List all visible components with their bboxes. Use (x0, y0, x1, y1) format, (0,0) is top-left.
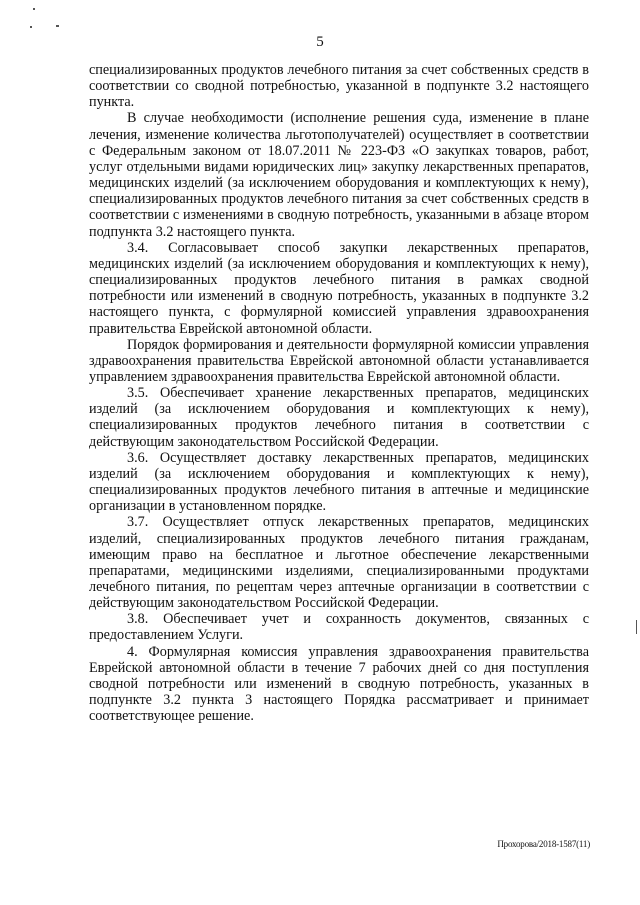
paragraph: 4. Формулярная комиссия управления здравоохранения правительства Еврейской автономной области в течение 7 рабочих дней со дня поступления сводной потребности или изменений в сводную потребность, указанных в подпункте 3.2 пункта 3 настоящего Порядка рассматривает и принимает соответствующее решение. (89, 643, 589, 725)
paragraph: 3.8. Обеспечивает учет и сохранность документов, связанных с предоставлением Услуги. (89, 611, 589, 644)
paragraph: В случае необходимости (исполнение решения суда, изменение в плане лечения, изменение количества льготополучателей) осуществляет в соответствии с Федеральным законом от 18.07.2011 № 223-ФЗ «О закупках товаров, работ, услуг отдельными видами юридических лиц» закупку лекарственных препаратов, медицинских изделий (за исключением оборудования и комплектующих к нему), специализированных продуктов лечебного питания за счет собственных средств в соответствии с изменениями в сводную потребность, указанными в абзаце втором подпункта 3.2 настоящего пункта. (89, 110, 589, 240)
scan-artifact (30, 26, 32, 28)
paragraph: 3.5. Обеспечивает хранение лекарственных препаратов, медицинских изделий (за исключением оборудования и комплектующих к нему), специализированных продуктов лечебного питания в соответствии с действующим законодательством Российской Федерации. (89, 385, 589, 450)
paragraph: специализированных продуктов лечебного питания за счет собственных средств в соответствии со сводной потребностью, указанной в подпункте 3.2 настоящего пункта. (89, 62, 589, 111)
document-body (89, 62, 589, 724)
scan-artifact (636, 620, 637, 634)
scan-artifact (33, 8, 35, 10)
paragraph: 3.4. Согласовывает способ закупки лекарственных препаратов, медицинских изделий (за исключением оборудования и комплектующих к нему), специализированных продуктов лечебного питания в рамках сводной потребности или изменений в сводную потребность, указанных в подпункте 3.2 настоящего пункта, с формулярной комиссией управления здравоохранения правительства Еврейской автономной области. (89, 239, 589, 337)
document-reference: Прохорова/2018-1587(11) (497, 839, 590, 849)
page-number: 5 (316, 34, 324, 50)
paragraph: 3.7. Осуществляет отпуск лекарственных препаратов, медицинских изделий, специализированных продуктов лечебного питания гражданам, имеющим право на бесплатное и льготное обеспечение лекарственными препаратами, медицинскими изделиями, специализированными продуктами лечебного питания, по рецептам через аптечные организации в соответствии с действующим законодательством Российской Федерации. (89, 514, 589, 612)
paragraph: 3.6. Осуществляет доставку лекарственных препаратов, медицинских изделий (за исключением оборудования и комплектующих к нему), специализированных продуктов лечебного питания в аптечные и медицинские организации в установленном порядке. (89, 449, 589, 515)
scan-artifact (56, 25, 59, 27)
paragraph: Порядок формирования и деятельности формулярной комиссии управления здравоохранения правительства Еврейской автономной области устанавливается управлением здравоохранения правительства Еврейской автономной области. (89, 336, 589, 385)
